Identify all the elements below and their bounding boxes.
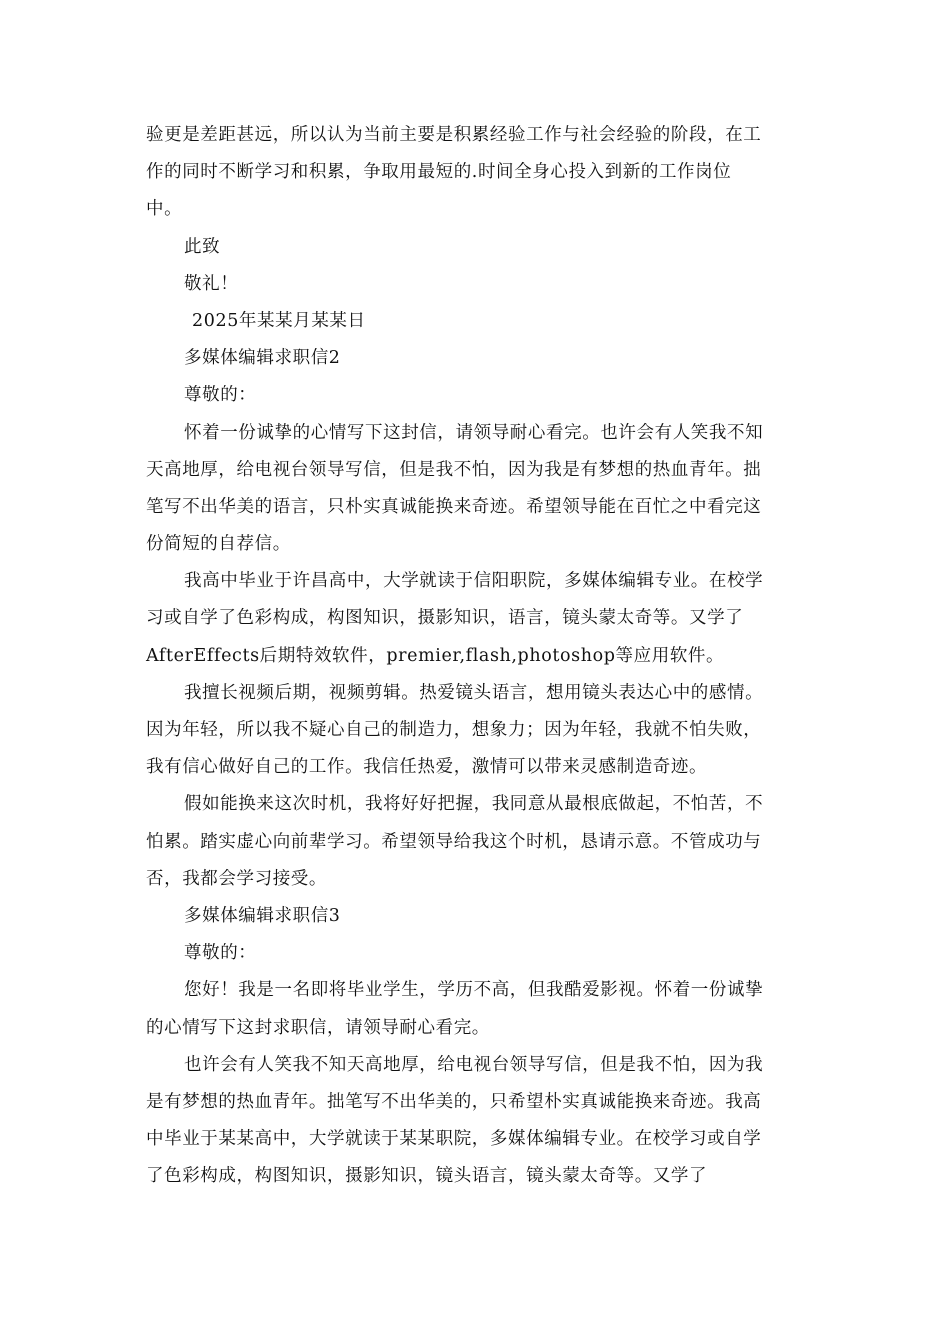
- body-line: 因为年轻，所以我不疑心自己的制造力，想象力；因为年轻，我就不怕失败，: [146, 720, 762, 740]
- body-line: 否，我都会学习接受。: [146, 868, 327, 889]
- body-line: 习或自学了色彩构成，构图知识，摄影知识，语言，镜头蒙太奇等。又学了: [146, 608, 744, 629]
- body-line: 了色彩构成，构图知识，摄影知识，镜头语言，镜头蒙太奇等。又学了: [146, 1166, 708, 1187]
- body-line: 份简短的自荐信。: [146, 534, 291, 555]
- date-line: 2025年某某月某某日: [192, 310, 366, 331]
- body-line: 中。: [146, 199, 183, 220]
- body-line: 验更是差距甚远，所以认为当前主要是积累经验工作与社会经验的阶段，在工: [146, 125, 762, 145]
- greeting-line: 尊敬的：: [184, 385, 257, 406]
- document-body: [146, 117, 806, 1195]
- body-line: 我高中毕业于许昌高中，大学就读于信阳职院，多媒体编辑专业。在校学: [184, 571, 764, 592]
- body-line: 的心情写下这封求职信，请领导耐心看完。: [146, 1017, 490, 1038]
- section-heading: 多媒体编辑求职信2: [184, 348, 341, 369]
- body-line: 假如能换来这次时机，我将好好把握，我同意从最根底做起，不怕苦，不: [184, 794, 764, 815]
- closing-line: 敬礼！: [184, 273, 239, 294]
- greeting-line: 尊敬的：: [184, 943, 257, 964]
- section-heading: 多媒体编辑求职信3: [184, 905, 341, 926]
- body-line: 是有梦想的热血青年。拙笔写不出华美的，只希望朴实真诚能换来奇迹。我高: [146, 1091, 762, 1112]
- salutation-line: 此致: [184, 236, 221, 257]
- body-line: 您好！我是一名即将毕业学生，学历不高，但我酷爱影视。怀着一份诚挚: [184, 980, 764, 1001]
- body-line: 天高地厚，给电视台领导写信，但是我不怕，因为我是有梦想的热血青年。拙: [146, 459, 762, 480]
- body-line: 怕累。踏实虚心向前辈学习。希望领导给我这个时机，恳请示意。不管成功与: [146, 831, 762, 852]
- body-line: 我擅长视频后期，视频剪辑。热爱镜头语言，想用镜头表达心中的感情。: [184, 682, 764, 703]
- body-line: 也许会有人笑我不知天高地厚，给电视台领导写信，但是我不怕，因为我: [184, 1054, 764, 1075]
- body-line: 中毕业于某某高中，大学就读于某某职院，多媒体编辑专业。在校学习或自学: [146, 1129, 762, 1150]
- body-line: 作的同时不断学习和积累，争取用最短的.时间全身心投入到新的工作岗位: [146, 162, 732, 183]
- body-line: AfterEffects后期特效软件，premier,flash,photoshop等应用软件。: [146, 645, 725, 666]
- body-line: 怀着一份诚挚的心情写下这封信，请领导耐心看完。也许会有人笑我不知: [184, 422, 764, 443]
- body-line: 笔写不出华美的语言，只朴实真诚能换来奇迹。希望领导能在百忙之中看完这: [146, 496, 762, 517]
- body-line: 我有信心做好自己的工作。我信任热爱，激情可以带来灵感制造奇迹。: [146, 757, 708, 778]
